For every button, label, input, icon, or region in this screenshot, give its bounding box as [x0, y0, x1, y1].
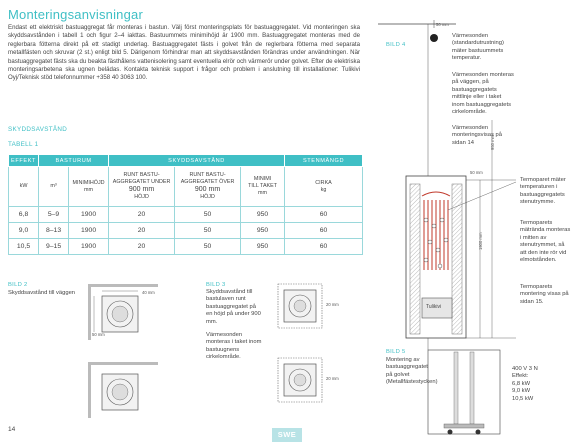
- table-row: [9, 207, 363, 223]
- table-row: [9, 239, 363, 255]
- figure4-thermo-note2: Termoparets mätrända monteras i mitten av stenutrymmet, så att den inte rör vid elmotstånden.: [520, 220, 571, 264]
- figure3-diagrams: [272, 282, 362, 412]
- group-header-skyddsavstand: SKYDDSAVSTÅND: [109, 155, 285, 167]
- figure4-sensor-note2: Värmesonden monteras på väggen, på bastuaggregatets mittlinje eller i taket inom bastuaggregatets cirkelområde.: [452, 72, 514, 116]
- figure5-caption: Montering av bastuaggregatet på golvet (Metallfästestycken): [386, 357, 438, 386]
- col-header-over-900: [175, 167, 241, 207]
- figure2-dim-top: 40 mm: [142, 290, 155, 295]
- figure2-label: BILD 2: [8, 282, 28, 288]
- figure5-label: BILD 5: [386, 349, 406, 355]
- table-cell: 20: [109, 223, 175, 239]
- table-cell: 60: [285, 239, 363, 255]
- figure4-dim-side: 50 mm: [470, 170, 483, 175]
- table-row: [9, 223, 363, 239]
- heater-core: [112, 306, 128, 322]
- col-header-kg: [285, 167, 363, 207]
- figure3-dim-1: 20 mm: [326, 302, 339, 307]
- table-cell: 20: [109, 207, 175, 223]
- col-header-kw: [9, 167, 39, 207]
- col-header-under-900: [109, 167, 175, 207]
- col-kw-text: kW: [19, 183, 28, 189]
- heater-core-4: [294, 374, 306, 386]
- figure2-drawing: [80, 278, 180, 424]
- figure4-thermo-note: Termoparet mäter temperaturen i bastuaggregatets stenutrymme.: [520, 177, 566, 206]
- col-kg-a: CIRKA: [315, 179, 332, 186]
- table-cell: 1900: [69, 239, 109, 255]
- col-header-m3: [39, 167, 69, 207]
- figure4-thermo-note3: Termoparets montering visas på sidan 15.: [520, 284, 569, 305]
- table-cell: 9,0: [9, 223, 39, 239]
- table-heading: TABELL 1: [8, 141, 39, 148]
- spec-power-1: 6,8 kW: [512, 380, 531, 387]
- col-under-b: AGGREGATET UNDER: [112, 179, 171, 185]
- table-cell: 50: [175, 207, 241, 223]
- screw-icon: [476, 430, 481, 435]
- col-over-a: RUNT BASTU-: [189, 172, 226, 178]
- intro-paragraph: Endast ett elektriskt bastuaggregat får monteras i bastun. Välj först monteringsplats för bastuaggregatet. Vid monteringen ska skyddsavstånden i tabell 1 och figur 2–4 iakttas. Bastuummets minimihöjd är 1900 mm. Bastuaggregatet monteras med de reglerbara fötterna direkt på ett stadigt underlag. Bastuaggregatet fästs i golvet från de reglerbara fötterna med separata metallfästen och skruvar (2 st.) enligt bild 5. Därigenom förhindrar man att skyddsavstånden förändras under användningen. När bastuaggregatet fästs ska du beakta fästhålens vattenisolering samt eventuella elrör och värmerör under golvet. Efter de elektriska monteringsarbetena ska ugnen belädas. Kontakta teknisk support i frågor och problem i anslutning till installationer: Tulikivi Oyj/Teknisk stöd telefonnummer +358 40 3063 100.: [8, 24, 360, 82]
- group-header-basturum: BASTURUM: [39, 155, 109, 167]
- heater-core-3: [294, 300, 306, 312]
- col-under-a: RUNT BASTU-: [123, 172, 160, 178]
- screw-icon: [448, 430, 453, 435]
- table-cell: 950: [241, 207, 285, 223]
- table-cell: 950: [241, 239, 285, 255]
- col-over-d: HÖJD: [200, 194, 215, 200]
- table-cell: 60: [285, 207, 363, 223]
- heater-leg-right: [470, 352, 474, 424]
- wall-left: [88, 284, 91, 340]
- table-cell: 5–9: [39, 207, 69, 223]
- table-cell: 50: [175, 239, 241, 255]
- table-cell: 8–13: [39, 223, 69, 239]
- table-group-header-row: [9, 155, 363, 167]
- heater-leg-left: [454, 352, 458, 424]
- figure3-label: BILD 3: [206, 282, 226, 288]
- col-tak-c: mm: [258, 190, 268, 196]
- table-cell: 60: [285, 223, 363, 239]
- temperature-sensor-icon: [430, 34, 438, 42]
- group-header-effekt: EFFEKT: [9, 155, 39, 167]
- wall-top-2: [88, 362, 158, 365]
- heater-wall-left: [410, 184, 420, 334]
- figure5-drawing: [424, 346, 504, 442]
- protection-distance-table: [8, 154, 363, 255]
- col-tak-a: MINIMI: [253, 176, 272, 182]
- figure5-specs: [512, 366, 568, 403]
- language-badge: SWE: [272, 428, 302, 442]
- floor-outline: [428, 350, 500, 434]
- table-cell: 6,8: [9, 207, 39, 223]
- figure3-caption: Skyddsavstånd till bastulaven runt bastuaggregatet på en höjd på under 900 mm.: [206, 289, 261, 325]
- col-m3-text: m³: [50, 183, 57, 189]
- figure4-sensor-note3: Värmesonden monteringsvisas på sidan 14: [452, 125, 502, 146]
- brand-label: Tulikivi: [426, 304, 442, 310]
- figure3-dim-2: 20 mm: [326, 376, 339, 381]
- page-title: Monteringsanvisningar: [8, 7, 143, 22]
- figure4-dim-top: 50 mm: [436, 22, 449, 27]
- col-tak-b: TILL TAKET: [248, 183, 278, 189]
- figure2-diagrams: [80, 278, 180, 424]
- spec-effekt-label: Effekt:: [512, 373, 529, 380]
- table-cell: 20: [109, 239, 175, 255]
- spec-voltage: 400 V 3 N: [512, 366, 538, 372]
- page-number: 14: [8, 426, 16, 433]
- col-over-c: 900 mm: [194, 186, 221, 193]
- table-cell: 10,5: [9, 239, 39, 255]
- figure5-diagram: [424, 346, 504, 442]
- table-column-header-row: [9, 167, 363, 207]
- wall-left-2: [88, 362, 91, 418]
- col-header-tak: [241, 167, 285, 207]
- wall-top: [88, 284, 158, 287]
- figure3-drawing: [272, 282, 362, 412]
- figure4-sensor-note: Värmesonden (standardutrustning) mäter bastuummets temperatur.: [452, 33, 504, 62]
- col-under-d: HÖJD: [134, 194, 149, 200]
- col-minhojd-a: MINIMIHÖJD: [72, 179, 105, 186]
- table-cell: 9–15: [39, 239, 69, 255]
- metal-bracket: [444, 424, 484, 428]
- spec-power-3: 10,5 kW: [512, 395, 534, 402]
- table-cell: 950: [241, 223, 285, 239]
- figure2-caption: Skyddsavstånd till väggen: [8, 290, 76, 296]
- table-cell: 1900: [69, 207, 109, 223]
- col-over-b: AGGREGATET ÖVER: [180, 179, 235, 185]
- table-cell: 50: [175, 223, 241, 239]
- figure4-dim-mid: 950 mm: [490, 134, 495, 150]
- heater-core-2: [112, 384, 128, 400]
- figure4-dim-height: 1900 mm: [478, 232, 483, 250]
- table-cell: 1900: [69, 223, 109, 239]
- figure4-label: BILD 4: [386, 42, 406, 48]
- col-minhojd-b: mm: [84, 186, 94, 193]
- section-heading: SKYDDSAVSTÅND: [8, 126, 68, 133]
- spec-power-2: 9,0 kW: [512, 388, 531, 395]
- col-header-minhojd: [69, 167, 109, 207]
- figure3-note: Värmesonden monteras i taket inom bastuugnens cirkelområde.: [206, 332, 262, 361]
- figure2-dim-side: 50 mm: [92, 332, 105, 337]
- col-under-c: 900 mm: [128, 186, 155, 193]
- col-kg-b: kg: [320, 186, 327, 193]
- group-header-stenmangd: STENMÄNGD: [285, 155, 363, 167]
